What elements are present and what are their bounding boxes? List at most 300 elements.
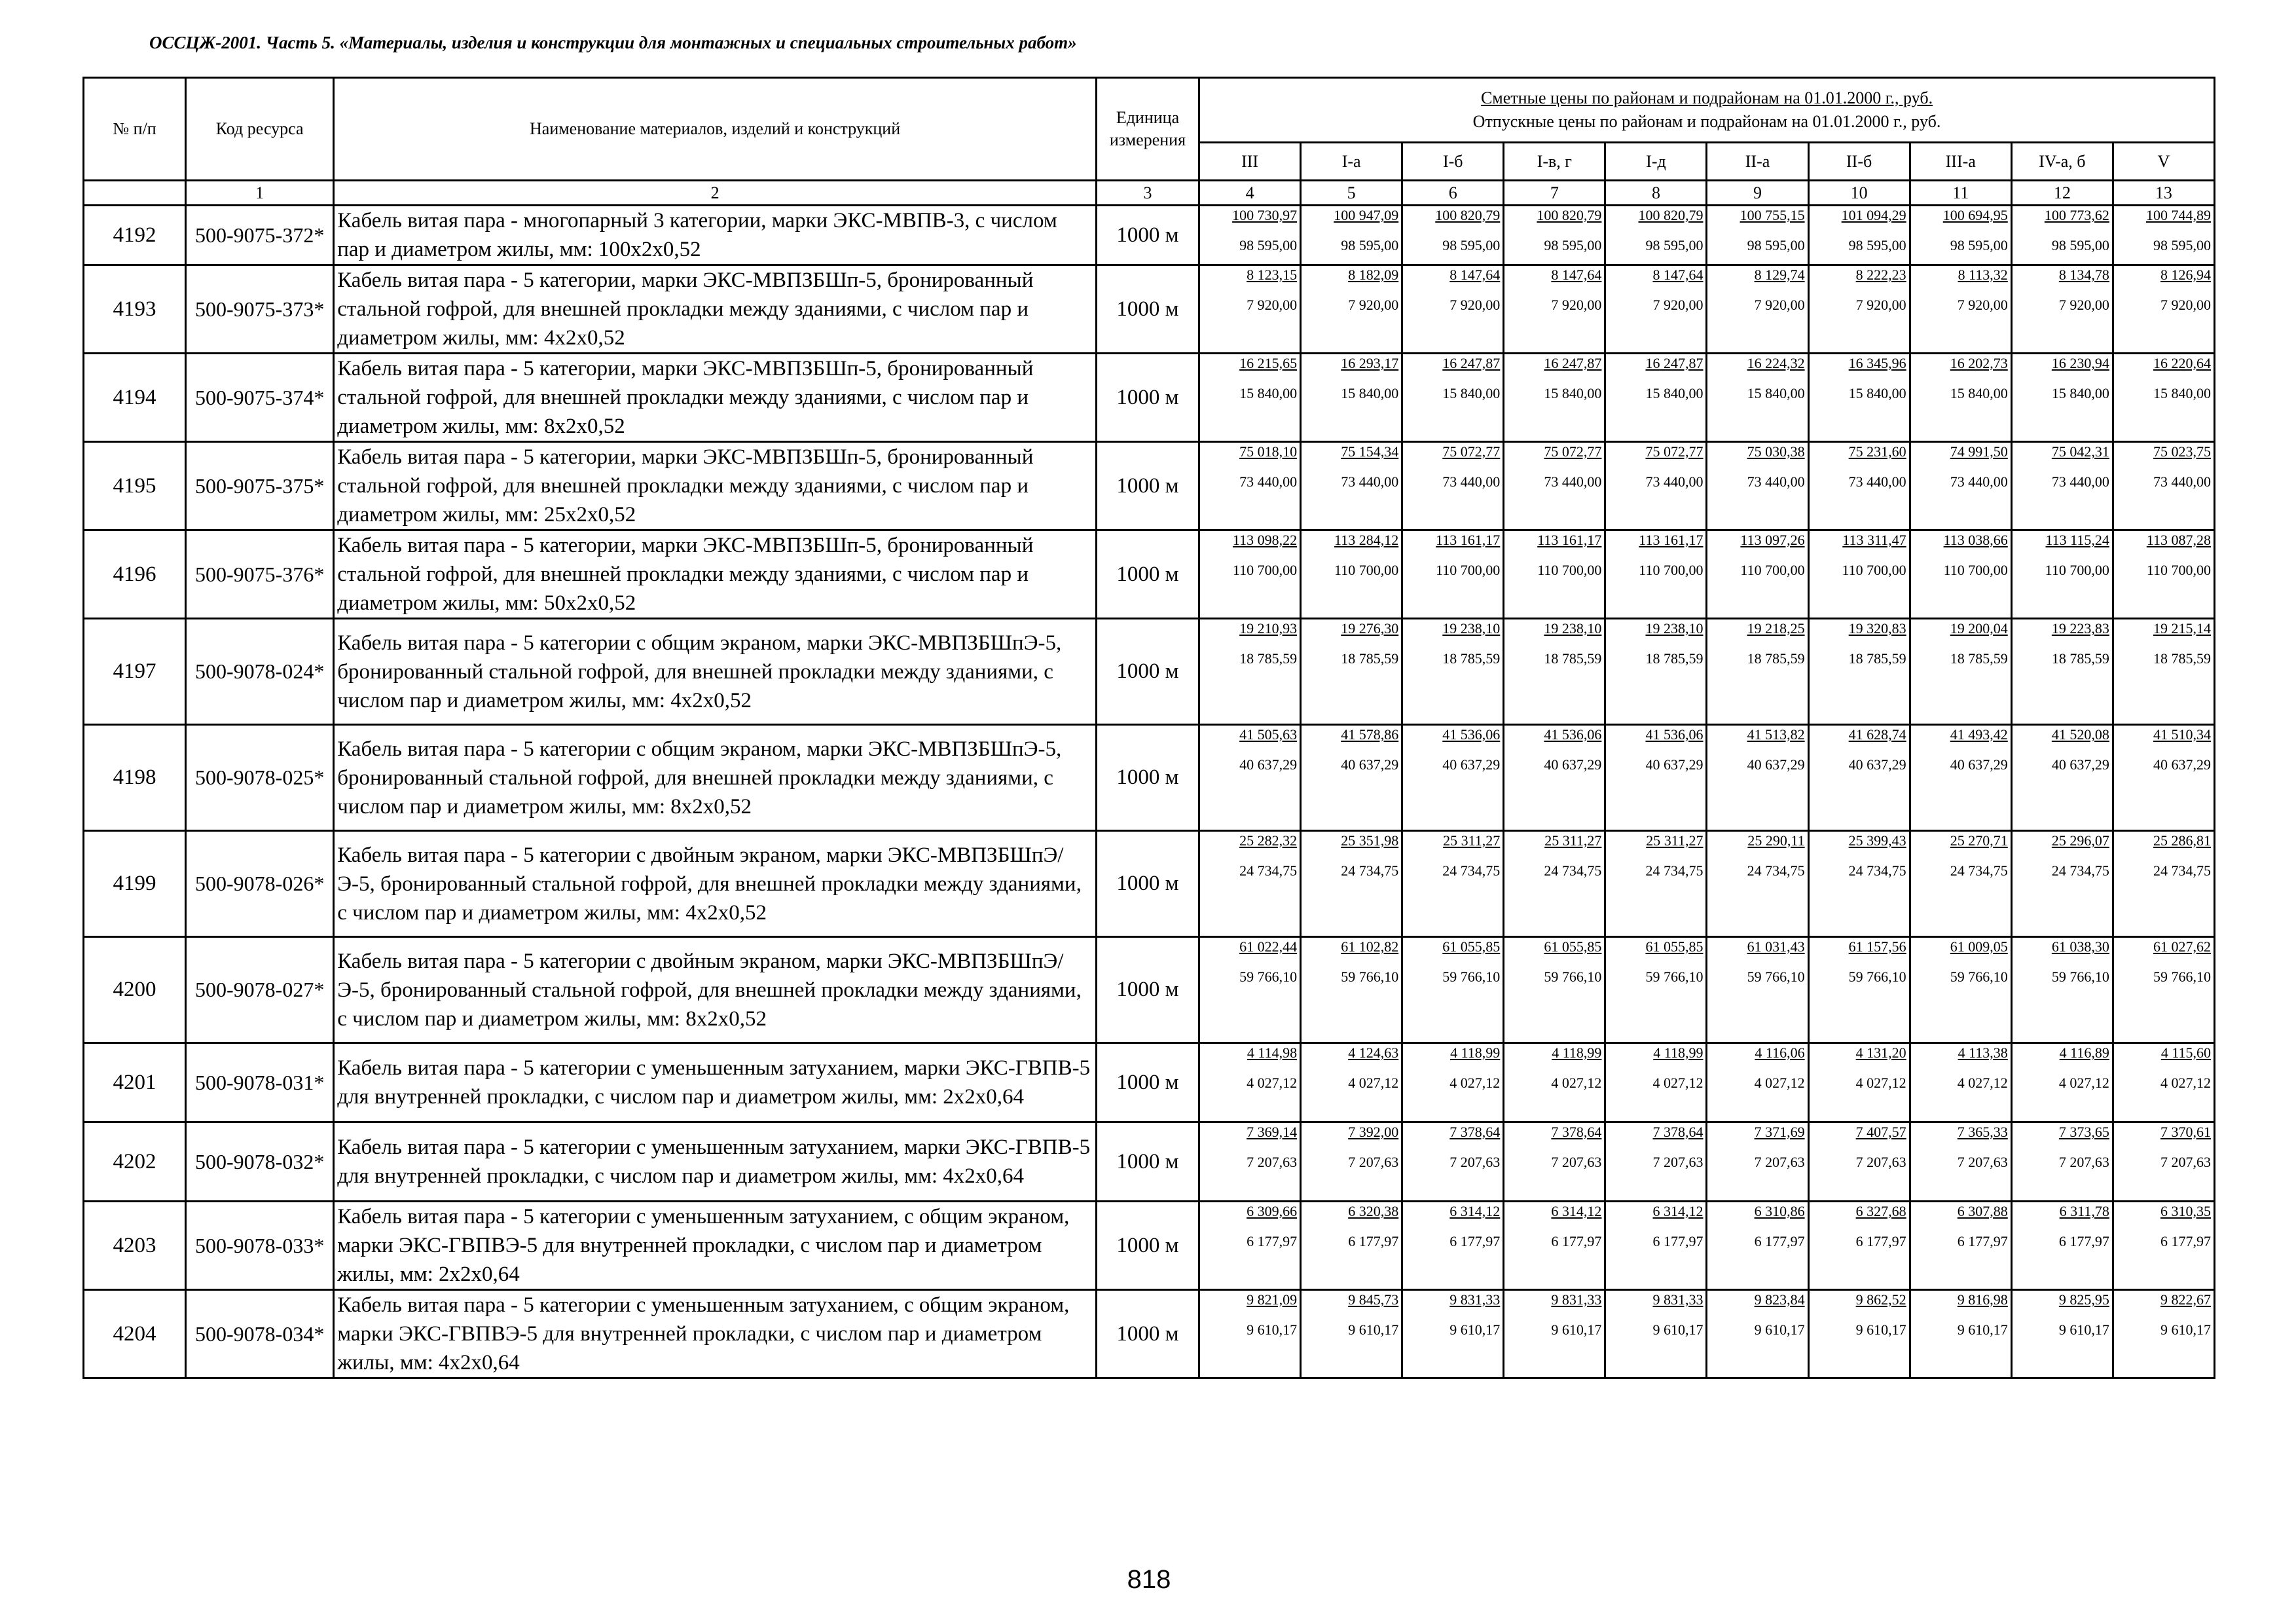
otpusknaya-price: 4 027,12 [2058,1075,2109,1091]
price-cell [1808,1043,1910,1122]
otpusknaya-price: 98 595,00 [1442,237,1501,253]
price-cell [1402,206,1504,265]
smetnaya-price: 25 270,71 [1950,832,2008,849]
otpusknaya-price: 4 027,12 [2160,1075,2211,1091]
price-cell [2113,619,2214,725]
table-row [84,530,2215,619]
price-cell [1402,1202,1504,1290]
smetnaya-price: 16 215,65 [1239,355,1298,371]
smetnaya-price: 100 730,97 [1232,207,1298,223]
smetnaya-price: 8 113,32 [1958,267,2008,283]
otpusknaya-price: 18 785,59 [2051,650,2109,667]
otpusknaya-price: 73 440,00 [2051,473,2109,490]
price-cell [2011,1290,2113,1378]
otpusknaya-price: 110 700,00 [1943,562,2008,578]
otpusknaya-price: 59 766,10 [1848,969,1906,985]
header-prices [1199,78,2215,143]
price-cell [2113,354,2214,442]
smetnaya-price: 75 072,77 [1442,443,1501,460]
price-cell [1199,530,1301,619]
price-cell [1707,1202,1808,1290]
smetnaya-price: 9 831,33 [1449,1291,1501,1308]
price-cell [1808,725,1910,831]
price-cell [1707,530,1808,619]
otpusknaya-price: 7 207,63 [2058,1154,2109,1170]
smetnaya-price: 113 161,17 [1639,532,1704,548]
price-cell [2011,530,2113,619]
price-cell [1199,831,1301,937]
smetnaya-price: 7 378,64 [1652,1124,1704,1140]
price-cell [1910,530,2011,619]
smetnaya-price: 9 831,33 [1551,1291,1602,1308]
table-row [84,1122,2215,1202]
smetnaya-price: 61 055,85 [1645,938,1704,955]
price-cell [1504,1202,1605,1290]
unit-of-measure: 1000 м [1096,265,1199,354]
column-number: 4 [1199,181,1301,206]
price-cell [1605,1290,1707,1378]
price-cell [1808,1202,1910,1290]
price-cell [1707,354,1808,442]
otpusknaya-price: 110 700,00 [1537,562,1602,578]
row-number: 4203 [84,1202,186,1290]
otpusknaya-price: 7 920,00 [1348,297,1399,313]
header-unit: Единица измерения [1096,78,1199,181]
smetnaya-price: 41 510,34 [2153,726,2211,743]
price-cell [1910,265,2011,354]
otpusknaya-price: 15 840,00 [1645,385,1704,401]
price-cell [2113,937,2214,1043]
material-name: Кабель витая пара - 5 категории с уменьшенным затуханием, марки ЭКС-ГВПВ-5 для внутренней прокладки, с числом пар и диаметром жилы, мм: 4х2х0,64 [334,1122,1097,1202]
otpusknaya-price: 73 440,00 [1848,473,1906,490]
price-cell [1808,354,1910,442]
otpusknaya-price: 7 920,00 [1449,297,1501,313]
price-cell [2011,265,2113,354]
price-cell [1301,1202,1402,1290]
otpusknaya-price: 18 785,59 [1239,650,1298,667]
otpusknaya-price: 7 920,00 [1652,297,1704,313]
price-cell [2113,1290,2214,1378]
otpusknaya-price: 7 207,63 [1855,1154,1906,1170]
smetnaya-price: 113 311,47 [1842,532,1906,548]
price-cell [1504,206,1605,265]
smetnaya-price: 19 200,04 [1950,620,2008,637]
price-cell [1910,1202,2011,1290]
price-cell [1808,530,1910,619]
smetnaya-price: 25 311,27 [1544,832,1602,849]
otpusknaya-price: 4 027,12 [1449,1075,1501,1091]
smetnaya-price: 19 218,25 [1747,620,1805,637]
otpusknaya-price: 15 840,00 [1950,385,2008,401]
price-cell [1301,937,1402,1043]
otpusknaya-price: 110 700,00 [1740,562,1805,578]
otpusknaya-price: 7 207,63 [1348,1154,1399,1170]
otpusknaya-price: 59 766,10 [1239,969,1298,985]
price-cell [1402,1043,1504,1122]
price-cell [1504,937,1605,1043]
otpusknaya-price: 6 177,97 [2160,1233,2211,1249]
otpusknaya-price: 9 610,17 [1957,1321,2008,1338]
material-name: Кабель витая пара - 5 категории с общим экраном, марки ЭКС-МВПЗБШпЭ-5, бронированный стальной гофрой, для внешней прокладки между зданиями, с числом пар и диаметром жилы, мм: 8х2х0,52 [334,725,1097,831]
smetnaya-price: 4 113,38 [1958,1044,2008,1061]
smetnaya-price: 16 230,94 [2051,355,2109,371]
material-name: Кабель витая пара - 5 категории, марки ЭКС-МВПЗБШп-5, бронированный стальной гофрой, для внешней прокладки между зданиями, с числом пар и диаметром жилы, мм: 4х2х0,52 [334,265,1097,354]
table-body [84,206,2215,1378]
header-num: № п/п [84,78,186,181]
price-cell [1301,1290,1402,1378]
smetnaya-price: 6 307,88 [1957,1203,2008,1219]
smetnaya-price: 61 102,82 [1341,938,1399,955]
otpusknaya-price: 9 610,17 [1652,1321,1704,1338]
smetnaya-price: 6 309,66 [1247,1203,1298,1219]
column-number: 10 [1808,181,1910,206]
otpusknaya-price: 15 840,00 [1544,385,1602,401]
table-row [84,831,2215,937]
price-cell [1605,354,1707,442]
column-number: 12 [2011,181,2113,206]
otpusknaya-price: 73 440,00 [1645,473,1704,490]
price-cell [1707,1043,1808,1122]
otpusknaya-price: 18 785,59 [2153,650,2211,667]
price-cell [1910,619,2011,725]
smetnaya-price: 6 311,78 [2059,1203,2109,1219]
row-number: 4194 [84,354,186,442]
smetnaya-price: 8 147,64 [1652,267,1704,283]
otpusknaya-price: 6 177,97 [1449,1233,1501,1249]
smetnaya-price: 75 023,75 [2153,443,2211,460]
otpusknaya-price: 110 700,00 [2045,562,2109,578]
smetnaya-price: 4 124,63 [1348,1044,1399,1061]
otpusknaya-price: 18 785,59 [1341,650,1399,667]
otpusknaya-price: 9 610,17 [1449,1321,1501,1338]
row-number: 4195 [84,442,186,530]
otpusknaya-price: 9 610,17 [1855,1321,1906,1338]
otpusknaya-price: 59 766,10 [1442,969,1501,985]
price-cell [1199,206,1301,265]
otpusknaya-price: 7 207,63 [1551,1154,1602,1170]
otpusknaya-price: 24 734,75 [1341,862,1399,879]
price-cell [1402,725,1504,831]
otpusknaya-price: 7 207,63 [2160,1154,2211,1170]
price-cell [1605,265,1707,354]
price-cell [1605,1202,1707,1290]
price-cell [1301,1043,1402,1122]
smetnaya-price: 16 293,17 [1341,355,1399,371]
smetnaya-price: 113 161,17 [1537,532,1602,548]
smetnaya-price: 101 094,29 [1841,207,1906,223]
otpusknaya-price: 40 637,29 [1239,756,1298,773]
table-row [84,619,2215,725]
region-header: III [1199,143,1301,181]
price-cell [1301,354,1402,442]
price-cell [1402,442,1504,530]
smetnaya-price: 6 314,12 [1449,1203,1501,1219]
smetnaya-price: 113 098,22 [1232,532,1298,548]
price-cell [1402,354,1504,442]
smetnaya-price: 25 282,32 [1239,832,1298,849]
smetnaya-price: 41 520,08 [2051,726,2109,743]
price-cell [1605,530,1707,619]
price-cell [1402,937,1504,1043]
resource-code: 500-9078-027* [186,937,334,1043]
price-cell [1707,725,1808,831]
material-name: Кабель витая пара - 5 категории с уменьшенным затуханием, с общим экраном, марки ЭКС-ГВПВЭ-5 для внутренней прокладки, с числом пар и диаметром жилы, мм: 4х2х0,64 [334,1290,1097,1378]
resource-code: 500-9078-024* [186,619,334,725]
material-name: Кабель витая пара - 5 категории с общим экраном, марки ЭКС-МВПЗБШпЭ-5, бронированный стальной гофрой, для внешней прокладки между зданиями, с числом пар и диаметром жилы, мм: 4х2х0,52 [334,619,1097,725]
otpusknaya-price: 4 027,12 [1348,1075,1399,1091]
resource-code: 500-9078-031* [186,1043,334,1122]
otpusknaya-price: 7 920,00 [2160,297,2211,313]
price-cell [1402,831,1504,937]
otpusknaya-price: 6 177,97 [1551,1233,1602,1249]
smetnaya-price: 16 345,96 [1848,355,1906,371]
smetnaya-price: 61 022,44 [1239,938,1298,955]
smetnaya-price: 19 223,83 [2051,620,2109,637]
row-number: 4196 [84,530,186,619]
unit-of-measure: 1000 м [1096,206,1199,265]
row-number: 4200 [84,937,186,1043]
price-cell [2011,206,2113,265]
otpusknaya-price: 40 637,29 [1848,756,1906,773]
smetnaya-price: 100 773,62 [2044,207,2109,223]
price-cell [1504,831,1605,937]
smetnaya-price: 25 290,11 [1747,832,1805,849]
price-cell [1910,442,2011,530]
smetnaya-price: 41 536,06 [1645,726,1704,743]
region-header: II-а [1707,143,1808,181]
otpusknaya-price: 6 177,97 [1652,1233,1704,1249]
price-cell [2113,1202,2214,1290]
price-cell [1301,831,1402,937]
price-cell [1707,937,1808,1043]
smetnaya-price: 4 118,99 [1653,1044,1704,1061]
table-row [84,354,2215,442]
price-cell [1707,265,1808,354]
price-cell [2113,442,2214,530]
price-cell [2113,831,2214,937]
price-cell [1808,265,1910,354]
smetnaya-price: 8 129,74 [1754,267,1805,283]
price-cell [1605,619,1707,725]
region-header: IV-а, б [2011,143,2113,181]
header-price-smetnaya: Сметные цены по районам и подрайонам на 01.01.2000 г., руб. [1480,88,1933,107]
smetnaya-price: 113 087,28 [2146,532,2211,548]
price-cell [1301,530,1402,619]
price-cell [1910,206,2011,265]
price-cell [1910,1290,2011,1378]
otpusknaya-price: 18 785,59 [1848,650,1906,667]
smetnaya-price: 75 154,34 [1341,443,1399,460]
otpusknaya-price: 15 840,00 [1848,385,1906,401]
price-cell [2011,354,2113,442]
smetnaya-price: 4 116,89 [2059,1044,2109,1061]
price-cell [1707,831,1808,937]
table-row [84,725,2215,831]
price-cell [1910,831,2011,937]
otpusknaya-price: 9 610,17 [1551,1321,1602,1338]
price-cell [1301,619,1402,725]
smetnaya-price: 113 115,24 [2045,532,2109,548]
material-name: Кабель витая пара - 5 категории с уменьшенным затуханием, марки ЭКС-ГВПВ-5 для внутренней прокладки, с числом пар и диаметром жилы, мм: 2х2х0,64 [334,1043,1097,1122]
smetnaya-price: 41 628,74 [1848,726,1906,743]
otpusknaya-price: 18 785,59 [1747,650,1805,667]
price-cell [1707,1122,1808,1202]
price-cell [2011,442,2113,530]
resource-code: 500-9075-373* [186,265,334,354]
price-cell [2011,831,2113,937]
price-cell [1707,442,1808,530]
price-cell [2011,1043,2113,1122]
otpusknaya-price: 6 177,97 [1754,1233,1805,1249]
otpusknaya-price: 9 610,17 [1247,1321,1298,1338]
otpusknaya-price: 18 785,59 [1950,650,2008,667]
price-cell [2011,619,2113,725]
unit-of-measure: 1000 м [1096,619,1199,725]
smetnaya-price: 8 182,09 [1348,267,1399,283]
otpusknaya-price: 7 207,63 [1247,1154,1298,1170]
column-number: 9 [1707,181,1808,206]
row-number: 4204 [84,1290,186,1378]
otpusknaya-price: 15 840,00 [1747,385,1805,401]
smetnaya-price: 61 009,05 [1950,938,2008,955]
column-number: 7 [1504,181,1605,206]
region-header: I-б [1402,143,1504,181]
price-cell [1199,1043,1301,1122]
smetnaya-price: 16 202,73 [1950,355,2008,371]
smetnaya-price: 8 222,23 [1855,267,1906,283]
otpusknaya-price: 59 766,10 [1544,969,1602,985]
column-number: 3 [1096,181,1199,206]
smetnaya-price: 7 371,69 [1754,1124,1805,1140]
price-cell [1910,354,2011,442]
otpusknaya-price: 59 766,10 [1747,969,1805,985]
table-row [84,1290,2215,1378]
otpusknaya-price: 24 734,75 [1239,862,1298,879]
material-name: Кабель витая пара - 5 категории, марки ЭКС-МВПЗБШп-5, бронированный стальной гофрой, для внешней прокладки между зданиями, с числом пар и диаметром жилы, мм: 25х2х0,52 [334,442,1097,530]
otpusknaya-price: 110 700,00 [1436,562,1501,578]
smetnaya-price: 61 055,85 [1442,938,1501,955]
price-cell [1504,530,1605,619]
otpusknaya-price: 98 595,00 [1747,237,1805,253]
price-cell [2113,1043,2214,1122]
price-cell [2113,1122,2214,1202]
unit-of-measure: 1000 м [1096,831,1199,937]
smetnaya-price: 100 744,89 [2146,207,2211,223]
otpusknaya-price: 98 595,00 [2153,237,2211,253]
otpusknaya-price: 110 700,00 [2146,562,2211,578]
unit-of-measure: 1000 м [1096,442,1199,530]
smetnaya-price: 41 578,86 [1341,726,1399,743]
price-cell [1605,937,1707,1043]
smetnaya-price: 113 097,26 [1740,532,1805,548]
otpusknaya-price: 6 177,97 [1348,1233,1399,1249]
otpusknaya-price: 73 440,00 [1442,473,1501,490]
material-name: Кабель витая пара - 5 категории, марки ЭКС-МВПЗБШп-5, бронированный стальной гофрой, для внешней прокладки между зданиями, с числом пар и диаметром жилы, мм: 8х2х0,52 [334,354,1097,442]
smetnaya-price: 25 399,43 [1848,832,1906,849]
smetnaya-price: 113 038,66 [1943,532,2008,548]
smetnaya-price: 100 820,79 [1435,207,1501,223]
row-number: 4193 [84,265,186,354]
smetnaya-price: 7 392,00 [1348,1124,1399,1140]
otpusknaya-price: 15 840,00 [1341,385,1399,401]
smetnaya-price: 61 038,30 [2051,938,2109,955]
otpusknaya-price: 15 840,00 [1239,385,1298,401]
price-cell [1808,619,1910,725]
unit-of-measure: 1000 м [1096,1043,1199,1122]
otpusknaya-price: 7 207,63 [1754,1154,1805,1170]
otpusknaya-price: 98 595,00 [1239,237,1298,253]
price-cell [2011,1202,2113,1290]
price-cell [1402,1122,1504,1202]
smetnaya-price: 9 823,84 [1754,1291,1805,1308]
smetnaya-price: 41 505,63 [1239,726,1298,743]
price-cell [1605,1122,1707,1202]
table-row [84,1202,2215,1290]
price-cell [1301,265,1402,354]
unit-of-measure: 1000 м [1096,1122,1199,1202]
otpusknaya-price: 24 734,75 [1747,862,1805,879]
smetnaya-price: 75 018,10 [1239,443,1298,460]
smetnaya-price: 16 247,87 [1442,355,1501,371]
unit-of-measure: 1000 м [1096,354,1199,442]
otpusknaya-price: 73 440,00 [1544,473,1602,490]
row-number: 4197 [84,619,186,725]
smetnaya-price: 19 238,10 [1544,620,1602,637]
otpusknaya-price: 98 595,00 [1950,237,2008,253]
price-cell [1301,206,1402,265]
smetnaya-price: 113 284,12 [1334,532,1399,548]
otpusknaya-price: 18 785,59 [1544,650,1602,667]
smetnaya-price: 41 536,06 [1442,726,1501,743]
smetnaya-price: 41 536,06 [1544,726,1602,743]
material-name: Кабель витая пара - многопарный 3 категории, марки ЭКС-МВПВ-3, с числом пар и диаметром жилы, мм: 100х2х0,52 [334,206,1097,265]
price-cell [1199,265,1301,354]
smetnaya-price: 16 224,32 [1747,355,1805,371]
region-header: II-б [1808,143,1910,181]
smetnaya-price: 61 027,62 [2153,938,2211,955]
otpusknaya-price: 7 920,00 [2058,297,2109,313]
price-cell [2113,530,2214,619]
smetnaya-price: 6 320,38 [1348,1203,1399,1219]
smetnaya-price: 19 320,83 [1848,620,1906,637]
smetnaya-price: 100 947,09 [1334,207,1399,223]
price-cell [1910,1043,2011,1122]
otpusknaya-price: 6 177,97 [2058,1233,2109,1249]
otpusknaya-price: 73 440,00 [1239,473,1298,490]
otpusknaya-price: 6 177,97 [1957,1233,2008,1249]
smetnaya-price: 75 072,77 [1544,443,1602,460]
otpusknaya-price: 98 595,00 [1341,237,1399,253]
otpusknaya-price: 73 440,00 [1747,473,1805,490]
table-row [84,937,2215,1043]
otpusknaya-price: 59 766,10 [1645,969,1704,985]
price-cell [1808,831,1910,937]
otpusknaya-price: 6 177,97 [1247,1233,1298,1249]
smetnaya-price: 16 220,64 [2153,355,2211,371]
otpusknaya-price: 7 920,00 [1754,297,1805,313]
price-cell [1605,1043,1707,1122]
otpusknaya-price: 59 766,10 [1341,969,1399,985]
resource-code: 500-9078-034* [186,1290,334,1378]
price-cell [1504,354,1605,442]
smetnaya-price: 7 373,65 [2058,1124,2109,1140]
row-number: 4199 [84,831,186,937]
material-name: Кабель витая пара - 5 категории с двойным экраном, марки ЭКС-МВПЗБШпЭ/Э-5, бронированный стальной гофрой, для внешней прокладки между зданиями, с числом пар и диаметром жилы, мм: 8х2х0,52 [334,937,1097,1043]
otpusknaya-price: 40 637,29 [1341,756,1399,773]
price-cell [2011,1122,2113,1202]
smetnaya-price: 113 161,17 [1436,532,1501,548]
otpusknaya-price: 40 637,29 [1747,756,1805,773]
